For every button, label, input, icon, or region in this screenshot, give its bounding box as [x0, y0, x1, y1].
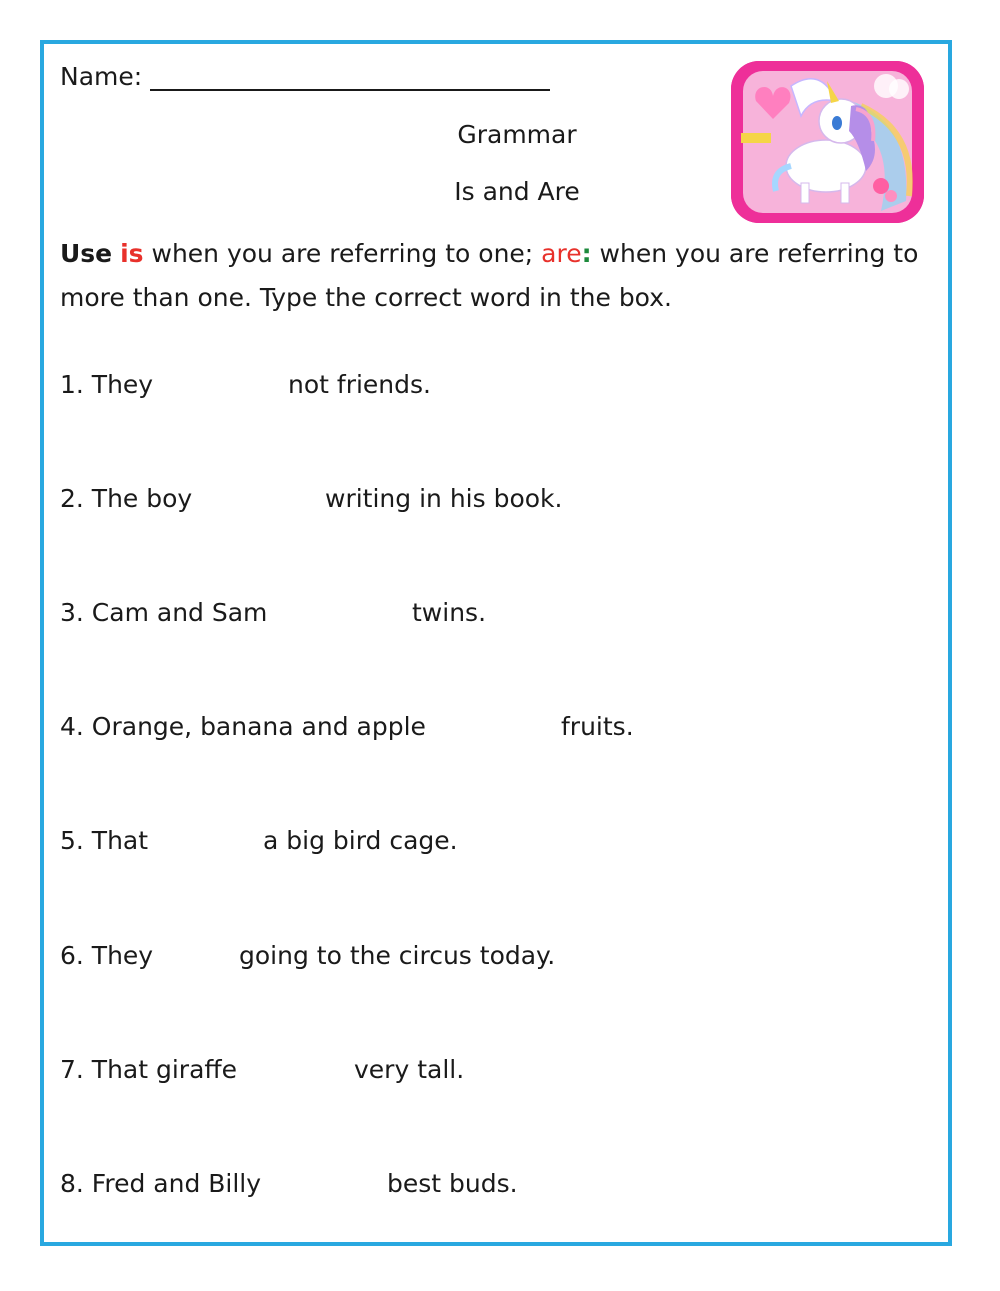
keyword-are: are — [541, 239, 582, 268]
question-5-after: a big bird cage. — [263, 826, 458, 855]
name-input-line[interactable] — [150, 65, 550, 91]
question-5-before: 5. That — [60, 826, 149, 855]
question-7-before: 7. That giraffe — [60, 1055, 238, 1084]
unicorn-illustration — [731, 61, 924, 223]
question-2-after: writing in his book. — [325, 484, 563, 513]
question-6-after: going to the circus today. — [239, 941, 556, 970]
worksheet-title: Grammar — [457, 120, 577, 149]
instructions — [60, 232, 940, 320]
question-4-answer-box[interactable] — [445, 712, 555, 744]
question-8-after: best buds. — [387, 1169, 518, 1198]
question-1-answer-box[interactable] — [170, 370, 280, 402]
question-6-answer-box[interactable] — [170, 941, 235, 973]
question-8-before: 8. Fred and Billy — [60, 1169, 262, 1198]
question-8-answer-box[interactable] — [290, 1169, 382, 1201]
question-3-before: 3. Cam and Sam — [60, 598, 268, 627]
instruction-text-1: when you are referring to one; — [143, 239, 542, 268]
worksheet-subtitle: Is and Are — [454, 177, 580, 206]
instruction-use: Use — [60, 239, 113, 268]
question-3-after: twins. — [412, 598, 487, 627]
instruction-text-2: when you are referring to more than one. Type the correct word in the box. — [60, 239, 919, 312]
question-7-after: very tall. — [354, 1055, 465, 1084]
question-6-before: 6. They — [60, 941, 154, 970]
question-4-after: fruits. — [561, 712, 634, 741]
question-2-before: 2. The boy — [60, 484, 193, 513]
question-1-before: 1. They — [60, 370, 154, 399]
instruction-colon: : — [581, 239, 592, 268]
name-row — [60, 62, 550, 91]
name-label: Name: — [60, 62, 143, 91]
question-1-after: not friends. — [288, 370, 431, 399]
question-4-before: 4. Orange, banana and apple — [60, 712, 426, 741]
question-7-answer-box[interactable] — [275, 1055, 350, 1087]
question-2-answer-box[interactable] — [210, 484, 320, 516]
keyword-is: is — [120, 239, 144, 268]
question-3-answer-box[interactable] — [280, 598, 405, 630]
question-5-answer-box[interactable] — [168, 826, 258, 858]
